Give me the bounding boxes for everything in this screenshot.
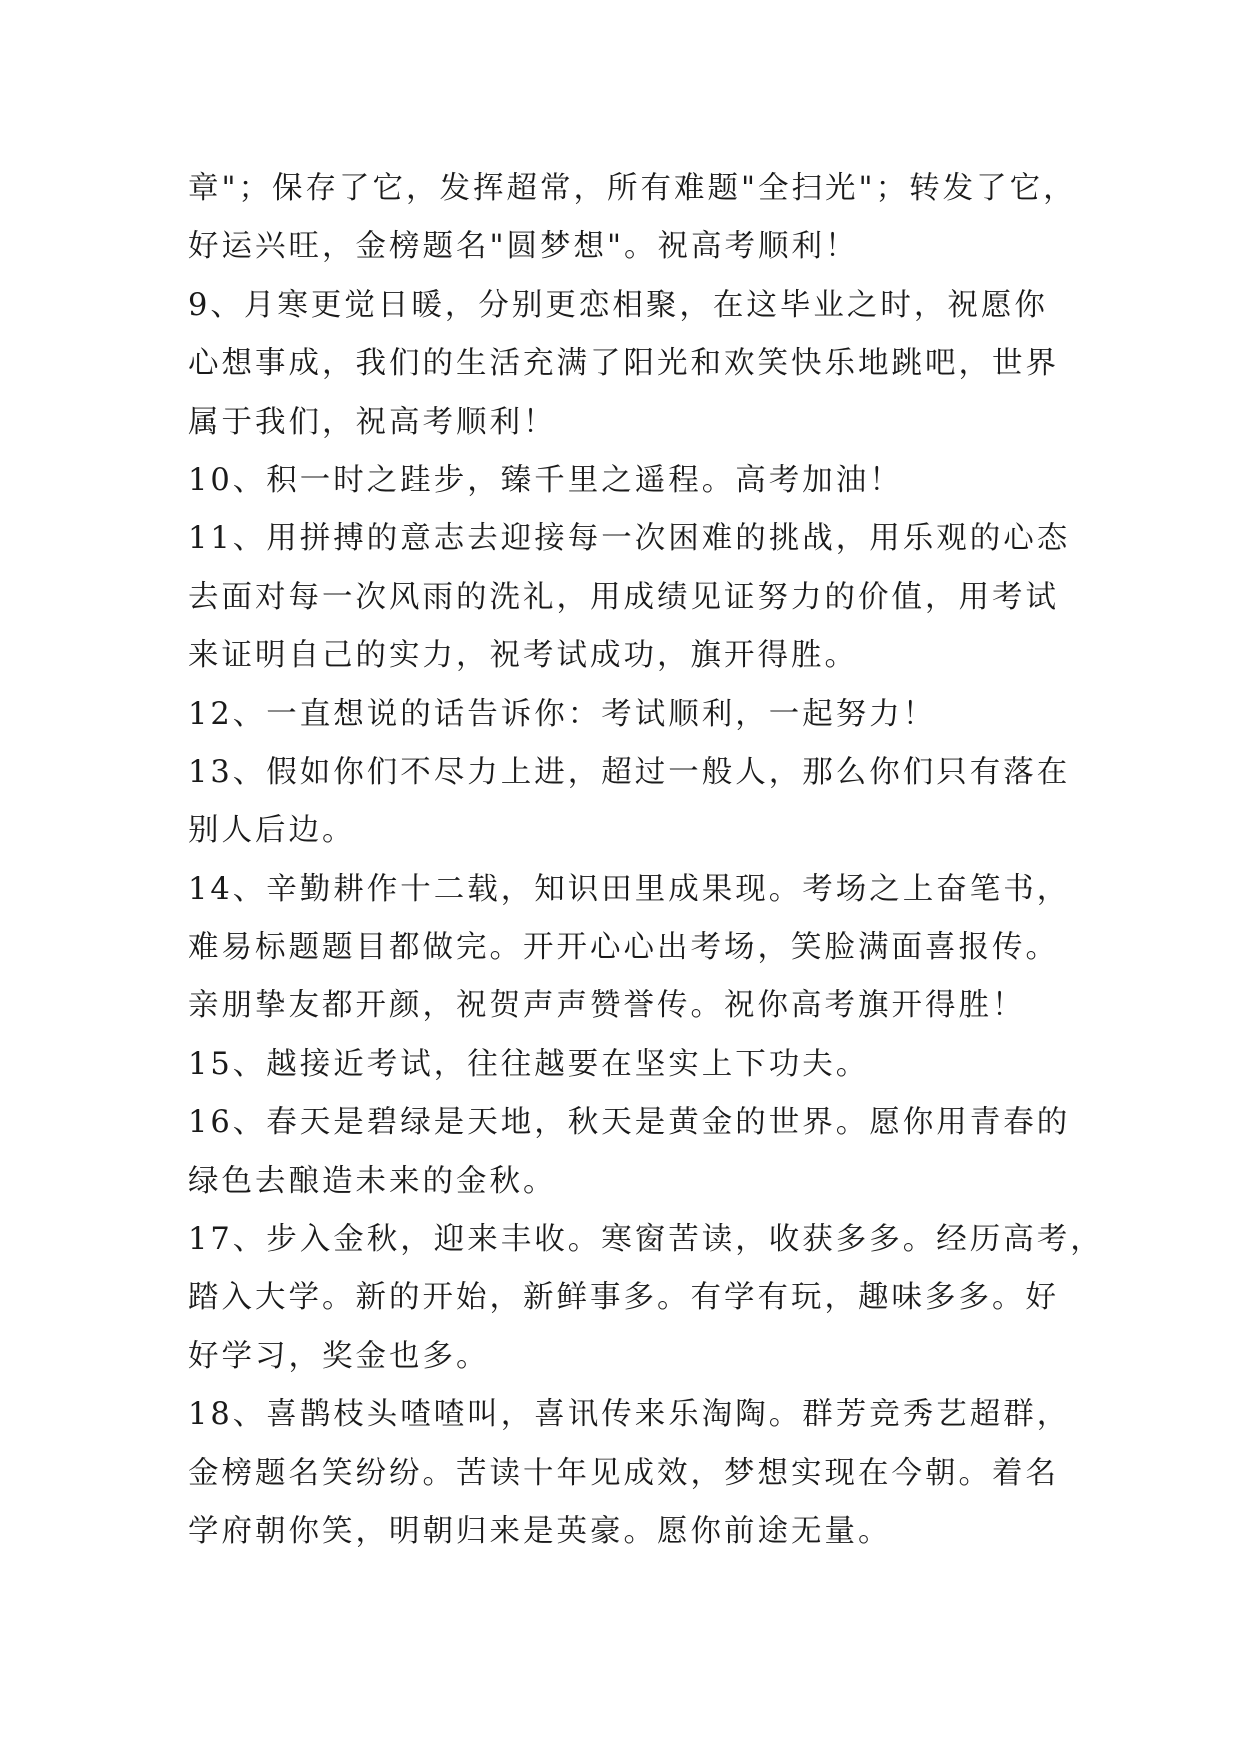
document-body [188,160,1104,1561]
text-line: 章"；保存了它，发挥超常，所有难题"全扫光"；转发了它， [188,171,1077,206]
text-line: 心想事成，我们的生活充满了阳光和欢笑快乐地跳吧，世界 [188,346,1059,382]
text-line: 11、用拼搏的意志去迎接每一次困难的挑战，用乐观的心态 [188,521,1071,557]
text-line: 金榜题名笑纷纷。苦读十年见成效，梦想实现在今朝。着名 [188,1455,1059,1491]
text-line: 好学习，奖金也多。 [188,1338,490,1374]
text-line: 15、越接近考试，往往越要在坚实上下功夫。 [188,1046,870,1082]
text-line: 亲朋挚友都开颜，祝贺声声赞誉传。祝你高考旗开得胜！ [188,988,1026,1024]
text-line: 14、辛勤耕作十二载，知识田里成果现。考场之上奋笔书， [188,871,1071,907]
text-line: 绿色去酿造未来的金秋。 [188,1163,557,1199]
text-line: 18、喜鹊枝头喳喳叫，喜讯传来乐淘陶。群芳竞秀艺超群， [188,1397,1071,1433]
text-line: 好运兴旺，金榜题名"圆梦想"。祝高考顺利！ [188,229,859,265]
text-line: 17、步入金秋，迎来丰收。寒窗苦读，收获多多。经历高考， [188,1222,1104,1258]
text-line: 去面对每一次风雨的洗礼，用成绩见证努力的价值，用考试 [188,579,1059,615]
text-line: 别人后边。 [188,813,356,849]
text-line: 学府朝你笑，明朝归来是英豪。愿你前途无量。 [188,1513,892,1549]
text-line: 9、月寒更觉日暖，分别更恋相聚，在这毕业之时，祝愿你 [188,287,1048,323]
text-line: 难易标题题目都做完。开开心心出考场，笑脸满面喜报传。 [188,930,1059,966]
text-line: 12、一直想说的话告诉你：考试顺利，一起努力！ [188,696,937,732]
text-line: 踏入大学。新的开始，新鲜事多。有学有玩，趣味多多。好 [188,1280,1059,1316]
text-line: 来证明自己的实力，祝考试成功，旗开得胜。 [188,638,858,674]
text-line: 属于我们，祝高考顺利！ [188,404,557,440]
text-line: 10、积一时之跬步，臻千里之遥程。高考加油！ [188,462,903,498]
text-line: 16、春天是碧绿是天地，秋天是黄金的世界。愿你用青春的 [188,1105,1071,1141]
text-line: 13、假如你们不尽力上进，超过一般人，那么你们只有落在 [188,754,1071,790]
